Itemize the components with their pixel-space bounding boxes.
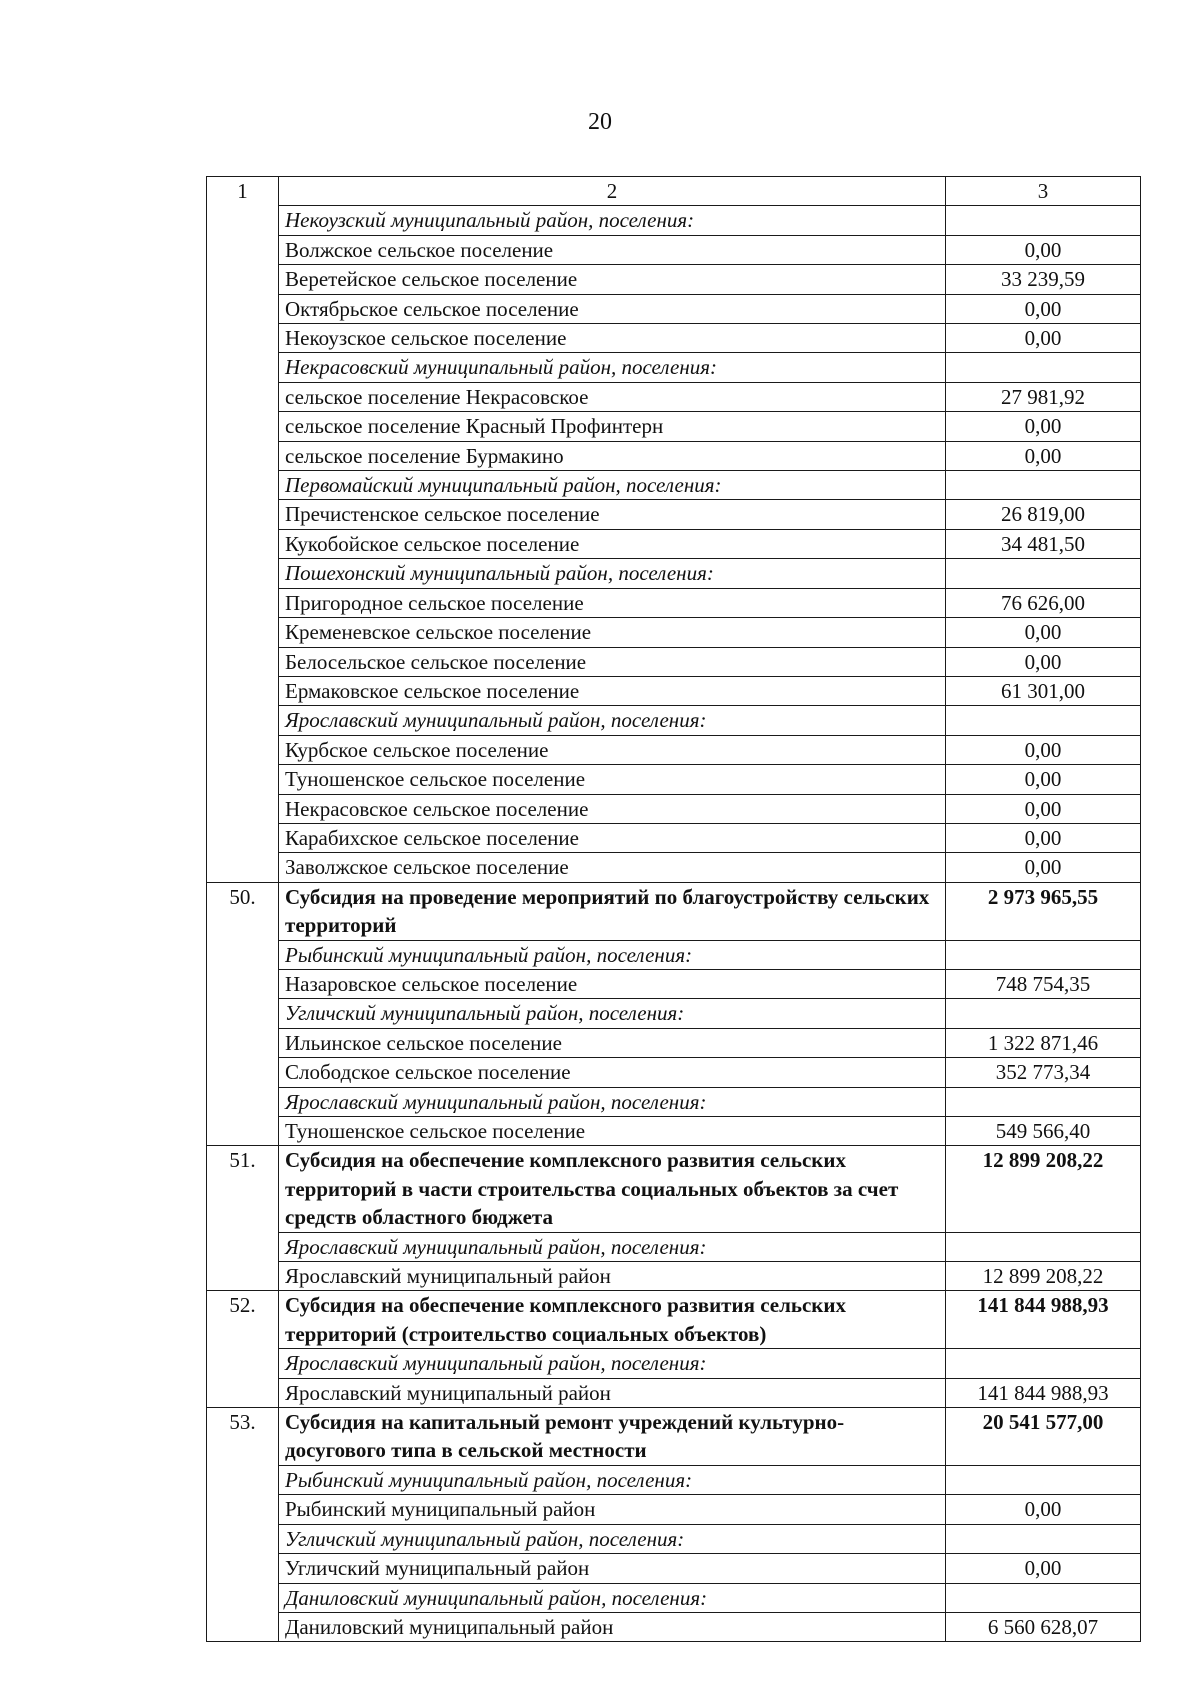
row-value: 0,00 bbox=[946, 794, 1141, 823]
district-heading-row bbox=[207, 1232, 1141, 1261]
row-number bbox=[207, 1612, 279, 1641]
settlement-row bbox=[207, 1612, 1141, 1641]
row-name: Ярославский муниципальный район, поселения: bbox=[279, 706, 946, 735]
district-heading-row bbox=[207, 999, 1141, 1028]
row-value bbox=[946, 353, 1141, 382]
row-number bbox=[207, 1554, 279, 1583]
settlement-row bbox=[207, 441, 1141, 470]
row-number bbox=[207, 676, 279, 705]
row-value: 1 322 871,46 bbox=[946, 1028, 1141, 1057]
row-number bbox=[207, 588, 279, 617]
settlement-row bbox=[207, 1117, 1141, 1146]
row-name: Белосельское сельское поселение bbox=[279, 647, 946, 676]
settlement-row bbox=[207, 676, 1141, 705]
row-value bbox=[946, 1524, 1141, 1553]
row-name: Субсидия на обеспечение комплексного развития сельских территорий (строительство социальных объектов) bbox=[279, 1291, 946, 1349]
district-heading-row bbox=[207, 1465, 1141, 1494]
row-number bbox=[207, 559, 279, 588]
row-number bbox=[207, 735, 279, 764]
settlement-row bbox=[207, 735, 1141, 764]
row-name: Даниловский муниципальный район, поселения: bbox=[279, 1583, 946, 1612]
row-number bbox=[207, 412, 279, 441]
row-name: сельское поселение Красный Профинтерн bbox=[279, 412, 946, 441]
row-name: Некрасовское сельское поселение bbox=[279, 794, 946, 823]
row-number bbox=[207, 1495, 279, 1524]
row-value: 27 981,92 bbox=[946, 382, 1141, 411]
settlement-row bbox=[207, 1028, 1141, 1057]
header-col-3: 3 bbox=[946, 177, 1141, 206]
row-number bbox=[207, 1232, 279, 1261]
section-row bbox=[207, 1291, 1141, 1349]
district-heading-row bbox=[207, 1524, 1141, 1553]
row-number bbox=[207, 618, 279, 647]
settlement-row bbox=[207, 382, 1141, 411]
district-heading-row bbox=[207, 1583, 1141, 1612]
row-value bbox=[946, 1232, 1141, 1261]
section-row bbox=[207, 1146, 1141, 1232]
row-name: Ярославский муниципальный район, поселения: bbox=[279, 1232, 946, 1261]
row-number: 52. bbox=[207, 1291, 279, 1349]
district-heading-row bbox=[207, 353, 1141, 382]
row-name: Курбское сельское поселение bbox=[279, 735, 946, 764]
row-name: Некоузское сельское поселение bbox=[279, 324, 946, 353]
header-col-2: 2 bbox=[279, 177, 946, 206]
row-number bbox=[207, 353, 279, 382]
row-name: Назаровское сельское поселение bbox=[279, 969, 946, 998]
row-name: Кукобойское сельское поселение bbox=[279, 529, 946, 558]
row-name: Ярославский муниципальный район, поселения: bbox=[279, 1349, 946, 1378]
row-name: Ярославский муниципальный район, поселения: bbox=[279, 1087, 946, 1116]
row-value: 33 239,59 bbox=[946, 265, 1141, 294]
district-heading-row bbox=[207, 706, 1141, 735]
settlement-row bbox=[207, 853, 1141, 882]
row-value: 2 973 965,55 bbox=[946, 882, 1141, 940]
row-name: Карабихское сельское поселение bbox=[279, 823, 946, 852]
row-number bbox=[207, 471, 279, 500]
row-name: Некоузский муниципальный район, поселения: bbox=[279, 206, 946, 235]
row-value: 12 899 208,22 bbox=[946, 1146, 1141, 1232]
row-number bbox=[207, 206, 279, 235]
section-row bbox=[207, 1408, 1141, 1466]
row-number bbox=[207, 529, 279, 558]
row-name: Субсидия на обеспечение комплексного развития сельских территорий в части строительства социальных объектов за счет средств областного бюджета bbox=[279, 1146, 946, 1232]
row-number bbox=[207, 1058, 279, 1087]
row-value: 0,00 bbox=[946, 1554, 1141, 1583]
row-number bbox=[207, 647, 279, 676]
row-value bbox=[946, 1087, 1141, 1116]
row-number bbox=[207, 1087, 279, 1116]
header-col-1: 1 bbox=[207, 177, 279, 206]
row-value: 141 844 988,93 bbox=[946, 1291, 1141, 1349]
settlement-row bbox=[207, 1058, 1141, 1087]
row-name: Субсидия на проведение мероприятий по благоустройству сельских территорий bbox=[279, 882, 946, 940]
row-name: Угличский муниципальный район, поселения: bbox=[279, 1524, 946, 1553]
row-number bbox=[207, 1262, 279, 1291]
row-number bbox=[207, 1378, 279, 1407]
row-value bbox=[946, 999, 1141, 1028]
row-value bbox=[946, 559, 1141, 588]
row-name: Веретейское сельское поселение bbox=[279, 265, 946, 294]
row-value: 0,00 bbox=[946, 823, 1141, 852]
row-name: Волжское сельское поселение bbox=[279, 235, 946, 264]
row-value: 549 566,40 bbox=[946, 1117, 1141, 1146]
settlement-row bbox=[207, 235, 1141, 264]
row-number bbox=[207, 999, 279, 1028]
row-number bbox=[207, 1028, 279, 1057]
table-body bbox=[207, 177, 1141, 1642]
row-name: Первомайский муниципальный район, поселения: bbox=[279, 471, 946, 500]
row-name: Пошехонский муниципальный район, поселения: bbox=[279, 559, 946, 588]
row-name: Заволжское сельское поселение bbox=[279, 853, 946, 882]
settlement-row bbox=[207, 823, 1141, 852]
row-number: 50. bbox=[207, 882, 279, 940]
row-number bbox=[207, 969, 279, 998]
row-name: Ермаковское сельское поселение bbox=[279, 676, 946, 705]
row-name: Рыбинский муниципальный район bbox=[279, 1495, 946, 1524]
subsidy-table bbox=[206, 176, 1141, 1642]
row-name: Пречистенское сельское поселение bbox=[279, 500, 946, 529]
row-name: Даниловский муниципальный район bbox=[279, 1612, 946, 1641]
table-header-row bbox=[207, 177, 1141, 206]
row-value: 0,00 bbox=[946, 765, 1141, 794]
row-name: Субсидия на капитальный ремонт учреждений культурно-досугового типа в сельской местности bbox=[279, 1408, 946, 1466]
settlement-row bbox=[207, 794, 1141, 823]
row-name: Угличский муниципальный район, поселения: bbox=[279, 999, 946, 1028]
row-number bbox=[207, 1465, 279, 1494]
row-number bbox=[207, 794, 279, 823]
row-number bbox=[207, 1117, 279, 1146]
row-name: Ярославский муниципальный район bbox=[279, 1378, 946, 1407]
row-number bbox=[207, 324, 279, 353]
row-name: Ильинское сельское поселение bbox=[279, 1028, 946, 1057]
district-heading-row bbox=[207, 559, 1141, 588]
row-name: Некрасовский муниципальный район, поселения: bbox=[279, 353, 946, 382]
section-row bbox=[207, 882, 1141, 940]
row-name: Рыбинский муниципальный район, поселения: bbox=[279, 940, 946, 969]
row-name: Кременевское сельское поселение bbox=[279, 618, 946, 647]
row-value: 76 626,00 bbox=[946, 588, 1141, 617]
settlement-row bbox=[207, 618, 1141, 647]
row-value bbox=[946, 1349, 1141, 1378]
settlement-row bbox=[207, 647, 1141, 676]
row-number bbox=[207, 294, 279, 323]
row-value bbox=[946, 706, 1141, 735]
row-value: 0,00 bbox=[946, 294, 1141, 323]
row-name: Угличский муниципальный район bbox=[279, 1554, 946, 1583]
row-value: 12 899 208,22 bbox=[946, 1262, 1141, 1291]
row-name: Октябрьское сельское поселение bbox=[279, 294, 946, 323]
row-value: 141 844 988,93 bbox=[946, 1378, 1141, 1407]
row-number bbox=[207, 853, 279, 882]
district-heading-row bbox=[207, 471, 1141, 500]
row-value bbox=[946, 940, 1141, 969]
row-value: 0,00 bbox=[946, 647, 1141, 676]
row-name: Рыбинский муниципальный район, поселения: bbox=[279, 1465, 946, 1494]
row-value: 0,00 bbox=[946, 235, 1141, 264]
row-number bbox=[207, 265, 279, 294]
page-number: 20 bbox=[588, 109, 612, 135]
row-number bbox=[207, 441, 279, 470]
row-value: 748 754,35 bbox=[946, 969, 1141, 998]
row-value: 352 773,34 bbox=[946, 1058, 1141, 1087]
row-number bbox=[207, 235, 279, 264]
row-value bbox=[946, 1465, 1141, 1494]
row-value: 61 301,00 bbox=[946, 676, 1141, 705]
settlement-row bbox=[207, 1262, 1141, 1291]
row-number bbox=[207, 382, 279, 411]
district-heading-row bbox=[207, 1349, 1141, 1378]
row-value bbox=[946, 471, 1141, 500]
row-value: 20 541 577,00 bbox=[946, 1408, 1141, 1466]
row-number bbox=[207, 1524, 279, 1553]
district-heading-row bbox=[207, 940, 1141, 969]
settlement-row bbox=[207, 265, 1141, 294]
settlement-row bbox=[207, 588, 1141, 617]
row-value: 0,00 bbox=[946, 441, 1141, 470]
row-value: 6 560 628,07 bbox=[946, 1612, 1141, 1641]
row-number bbox=[207, 765, 279, 794]
row-number bbox=[207, 1583, 279, 1612]
row-value: 0,00 bbox=[946, 324, 1141, 353]
row-number bbox=[207, 1349, 279, 1378]
row-value bbox=[946, 206, 1141, 235]
row-value: 34 481,50 bbox=[946, 529, 1141, 558]
settlement-row bbox=[207, 324, 1141, 353]
row-value: 0,00 bbox=[946, 853, 1141, 882]
settlement-row bbox=[207, 969, 1141, 998]
settlement-row bbox=[207, 1554, 1141, 1583]
row-value: 0,00 bbox=[946, 618, 1141, 647]
row-name: сельское поселение Бурмакино bbox=[279, 441, 946, 470]
row-number: 51. bbox=[207, 1146, 279, 1232]
row-name: Туношенское сельское поселение bbox=[279, 765, 946, 794]
district-heading-row bbox=[207, 206, 1141, 235]
settlement-row bbox=[207, 412, 1141, 441]
settlement-row bbox=[207, 500, 1141, 529]
row-name: Ярославский муниципальный район bbox=[279, 1262, 946, 1291]
row-value: 0,00 bbox=[946, 1495, 1141, 1524]
settlement-row bbox=[207, 765, 1141, 794]
settlement-row bbox=[207, 1495, 1141, 1524]
district-heading-row bbox=[207, 1087, 1141, 1116]
row-name: Туношенское сельское поселение bbox=[279, 1117, 946, 1146]
row-number bbox=[207, 500, 279, 529]
row-value: 0,00 bbox=[946, 412, 1141, 441]
row-number: 53. bbox=[207, 1408, 279, 1466]
row-value: 0,00 bbox=[946, 735, 1141, 764]
settlement-row bbox=[207, 294, 1141, 323]
row-value: 26 819,00 bbox=[946, 500, 1141, 529]
row-name: Пригородное сельское поселение bbox=[279, 588, 946, 617]
row-number bbox=[207, 706, 279, 735]
row-number bbox=[207, 823, 279, 852]
row-name: Слободское сельское поселение bbox=[279, 1058, 946, 1087]
row-value bbox=[946, 1583, 1141, 1612]
settlement-row bbox=[207, 529, 1141, 558]
row-name: сельское поселение Некрасовское bbox=[279, 382, 946, 411]
row-number bbox=[207, 940, 279, 969]
settlement-row bbox=[207, 1378, 1141, 1407]
